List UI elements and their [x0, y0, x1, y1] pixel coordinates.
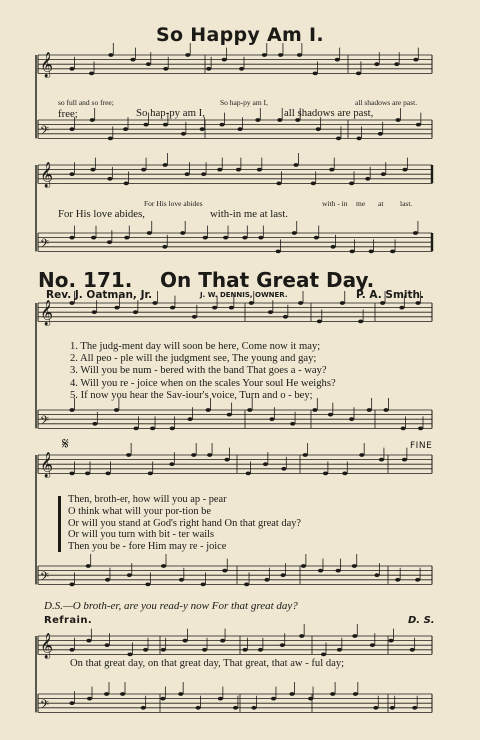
verse-4: 4. Will you re - joice when on the scales Your soul He weighs? [70, 377, 336, 389]
song1-sys2-top-lyric-abides: For His love abides [144, 199, 203, 208]
segno-icon: 𝄋 [62, 436, 69, 453]
ds-line: D.S.—O broth-er, are you read-y now For that great day? [44, 600, 298, 612]
verse-3: 3. Will you be num - bered with the band That goes a - way? [70, 365, 327, 377]
line2-5: Then you be - fore Him may re - joice [68, 541, 227, 553]
verse-bracket [58, 496, 61, 552]
svg-text:𝄞: 𝄞 [40, 300, 54, 326]
line2-1: Then, broth-er, how will you ap - pear [68, 494, 227, 505]
song2-composer: P. A. Smith. [356, 289, 424, 301]
song2-author: Rev. J. Oatman, Jr. [46, 289, 153, 301]
verse-1: 1. The judg-ment day will soon be here, Come now it may; [70, 341, 321, 352]
refrain-label: Refrain. [44, 615, 93, 626]
song1-sys2-top-lyric-me: me [356, 199, 366, 208]
song1-sys1-bottom-lyric-1: free; [58, 108, 78, 120]
song1-sys2-bottom-lyric-2: with-in me at last. [210, 208, 288, 220]
svg-text:𝄞: 𝄞 [40, 52, 54, 78]
svg-text:𝄞: 𝄞 [40, 162, 54, 188]
song1-sys2-bottom-lyric-1: For His love abides, [58, 208, 145, 220]
song1-sys1-bottom-lyric-2: So hap-py am I, [136, 107, 205, 119]
song2-owner: J. W. DENNIS, OWNER. [200, 291, 288, 299]
song1-sys1-top-lyric-3: all shadows are past. [355, 98, 418, 107]
verse-5: 5. If now you hear the Sav-iour's voice, Turn and o - bey; [70, 389, 313, 401]
line2-3: Or will you stand at God's right hand On that great day? [68, 517, 302, 529]
verse-2: 2. All peo - ple will the judgment see, The young and gay; [70, 353, 317, 365]
song1-sys1-bottom-lyric-3: all shadows are past, [284, 107, 374, 119]
song1-sys1-top-lyric-1: so full and so free; [58, 98, 114, 107]
fine-mark: FINE [410, 441, 433, 451]
line2-2: O think what will your por-tion be [68, 505, 211, 517]
svg-text:𝄢: 𝄢 [40, 124, 50, 141]
ds-mark: D. S. [408, 615, 435, 626]
svg-text:𝄢: 𝄢 [40, 570, 50, 587]
song1-sys2-top-lyric-at: at [378, 199, 384, 208]
song1-sys2-top-lyric-last: last. [400, 199, 413, 208]
song1-sys1-top-lyric-2: So hap-py am I, [220, 98, 268, 107]
second-half-lines [68, 494, 301, 553]
refrain-lyric: On that great day, on that great day, That great, that aw - ful day; [70, 658, 345, 669]
hymn-number: No. 171. [38, 268, 133, 292]
song2-title: On That Great Day. [160, 268, 375, 292]
song1-sys2-top-lyric-within: with - in [322, 199, 348, 208]
line2-4: Or will you turn with bit - ter wails [68, 529, 215, 541]
svg-text:𝄢: 𝄢 [40, 414, 50, 431]
svg-text:𝄢: 𝄢 [40, 237, 50, 254]
verse-lines [70, 341, 336, 402]
song1-title: So Happy Am I. [156, 24, 324, 46]
svg-text:𝄞: 𝄞 [40, 633, 54, 659]
svg-text:𝄞: 𝄞 [40, 452, 54, 478]
svg-text:𝄢: 𝄢 [40, 698, 50, 715]
